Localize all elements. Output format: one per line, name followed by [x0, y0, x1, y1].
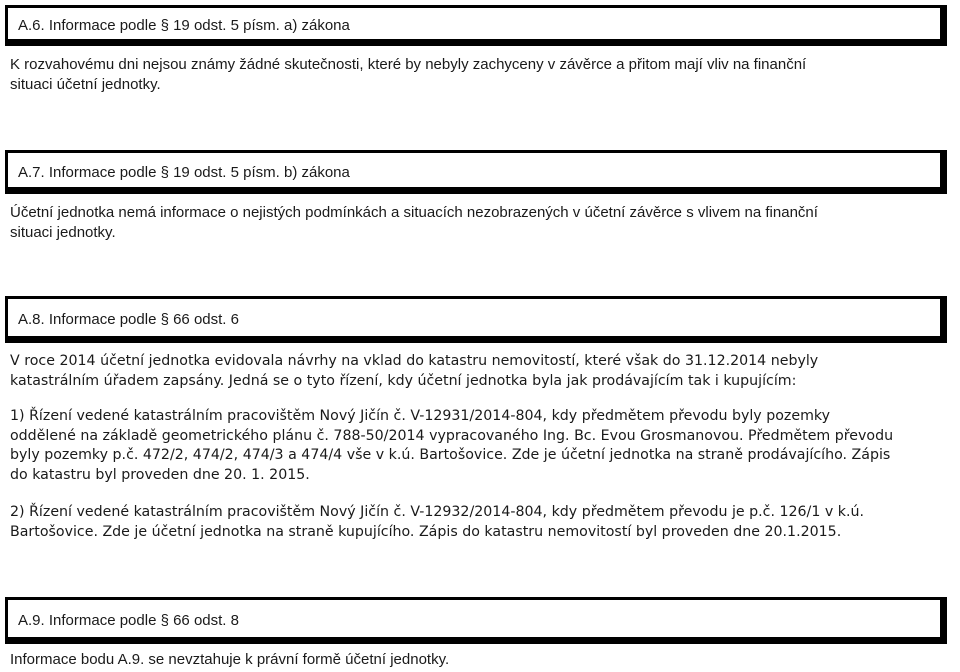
- heading-text: A.9. Informace podle § 66 odst. 8: [18, 612, 239, 629]
- text-line: Informace bodu A.9. se nevztahuje k právní formě účetní jednotky.: [10, 651, 450, 668]
- paragraph-a6: [10, 55, 940, 95]
- heading-text: A.6. Informace podle § 19 odst. 5 písm. a) zákona: [18, 17, 350, 34]
- paragraph-a7: [10, 203, 940, 243]
- text-line: V roce 2014 účetní jednotka evidovala návrhy na vklad do katastru nemovitostí, které však do 31.12.2014 nebyly: [10, 353, 819, 369]
- paragraph-a9: [10, 650, 940, 670]
- text-line: situaci jednotky.: [10, 224, 116, 241]
- text-line: byly pozemky p.č. 472/2, 474/2, 474/3 a 474/4 vše v k.ú. Bartošovice. Zde je účetní jednotka na straně prodávajícího. Zápis: [10, 447, 891, 464]
- text-line: oddělené na základě geometrického plánu č. 788-50/2014 vypracovaného Ing. Bc. Evou Grosmanovou. Předmětem převodu: [10, 427, 894, 444]
- section-heading-a6: [5, 5, 947, 46]
- text-line: Účetní jednotka nemá informace o nejistých podmínkách a situacích nezobrazených v účetní závěrce s vlivem na finanční: [10, 204, 818, 221]
- paragraph-a8-item1: [10, 407, 940, 485]
- heading-text: A.8. Informace podle § 66 odst. 6: [18, 311, 239, 328]
- text-line: katastrálním úřadem zapsány. Jedná se o tyto řízení, kdy účetní jednotka byla jak prodávajícím tak i kupujícím:: [10, 373, 797, 389]
- paragraph-a8-item2: [10, 502, 940, 542]
- text-line: do katastru byl proveden dne 20. 1. 2015.: [10, 466, 310, 483]
- section-heading-a7: [5, 150, 947, 194]
- text-line: Bartošovice. Zde je účetní jednotka na straně kupujícího. Zápis do katastru nemovitostí byl proveden dne 20.1.2015.: [10, 524, 842, 540]
- text-line: 2) Řízení vedené katastrálním pracovištěm Nový Jičín č. V-12932/2014-804, kdy předmětem převodu je p.č. 126/1 v k.ú.: [10, 504, 865, 520]
- paragraph-a8-intro: [10, 351, 940, 391]
- text-line: 1) Řízení vedené katastrálním pracovištěm Nový Jičín č. V-12931/2014-804, kdy předmětem převodu byly pozemky: [10, 408, 830, 424]
- section-heading-a9: [5, 597, 947, 644]
- text-line: situaci účetní jednotky.: [10, 76, 161, 93]
- text-line: K rozvahovému dni nejsou známy žádné skutečnosti, které by nebyly zachyceny v závěrce a přitom mají vliv na finanční: [10, 56, 807, 73]
- heading-text: A.7. Informace podle § 19 odst. 5 písm. b) zákona: [18, 164, 350, 181]
- section-heading-a8: [5, 296, 947, 343]
